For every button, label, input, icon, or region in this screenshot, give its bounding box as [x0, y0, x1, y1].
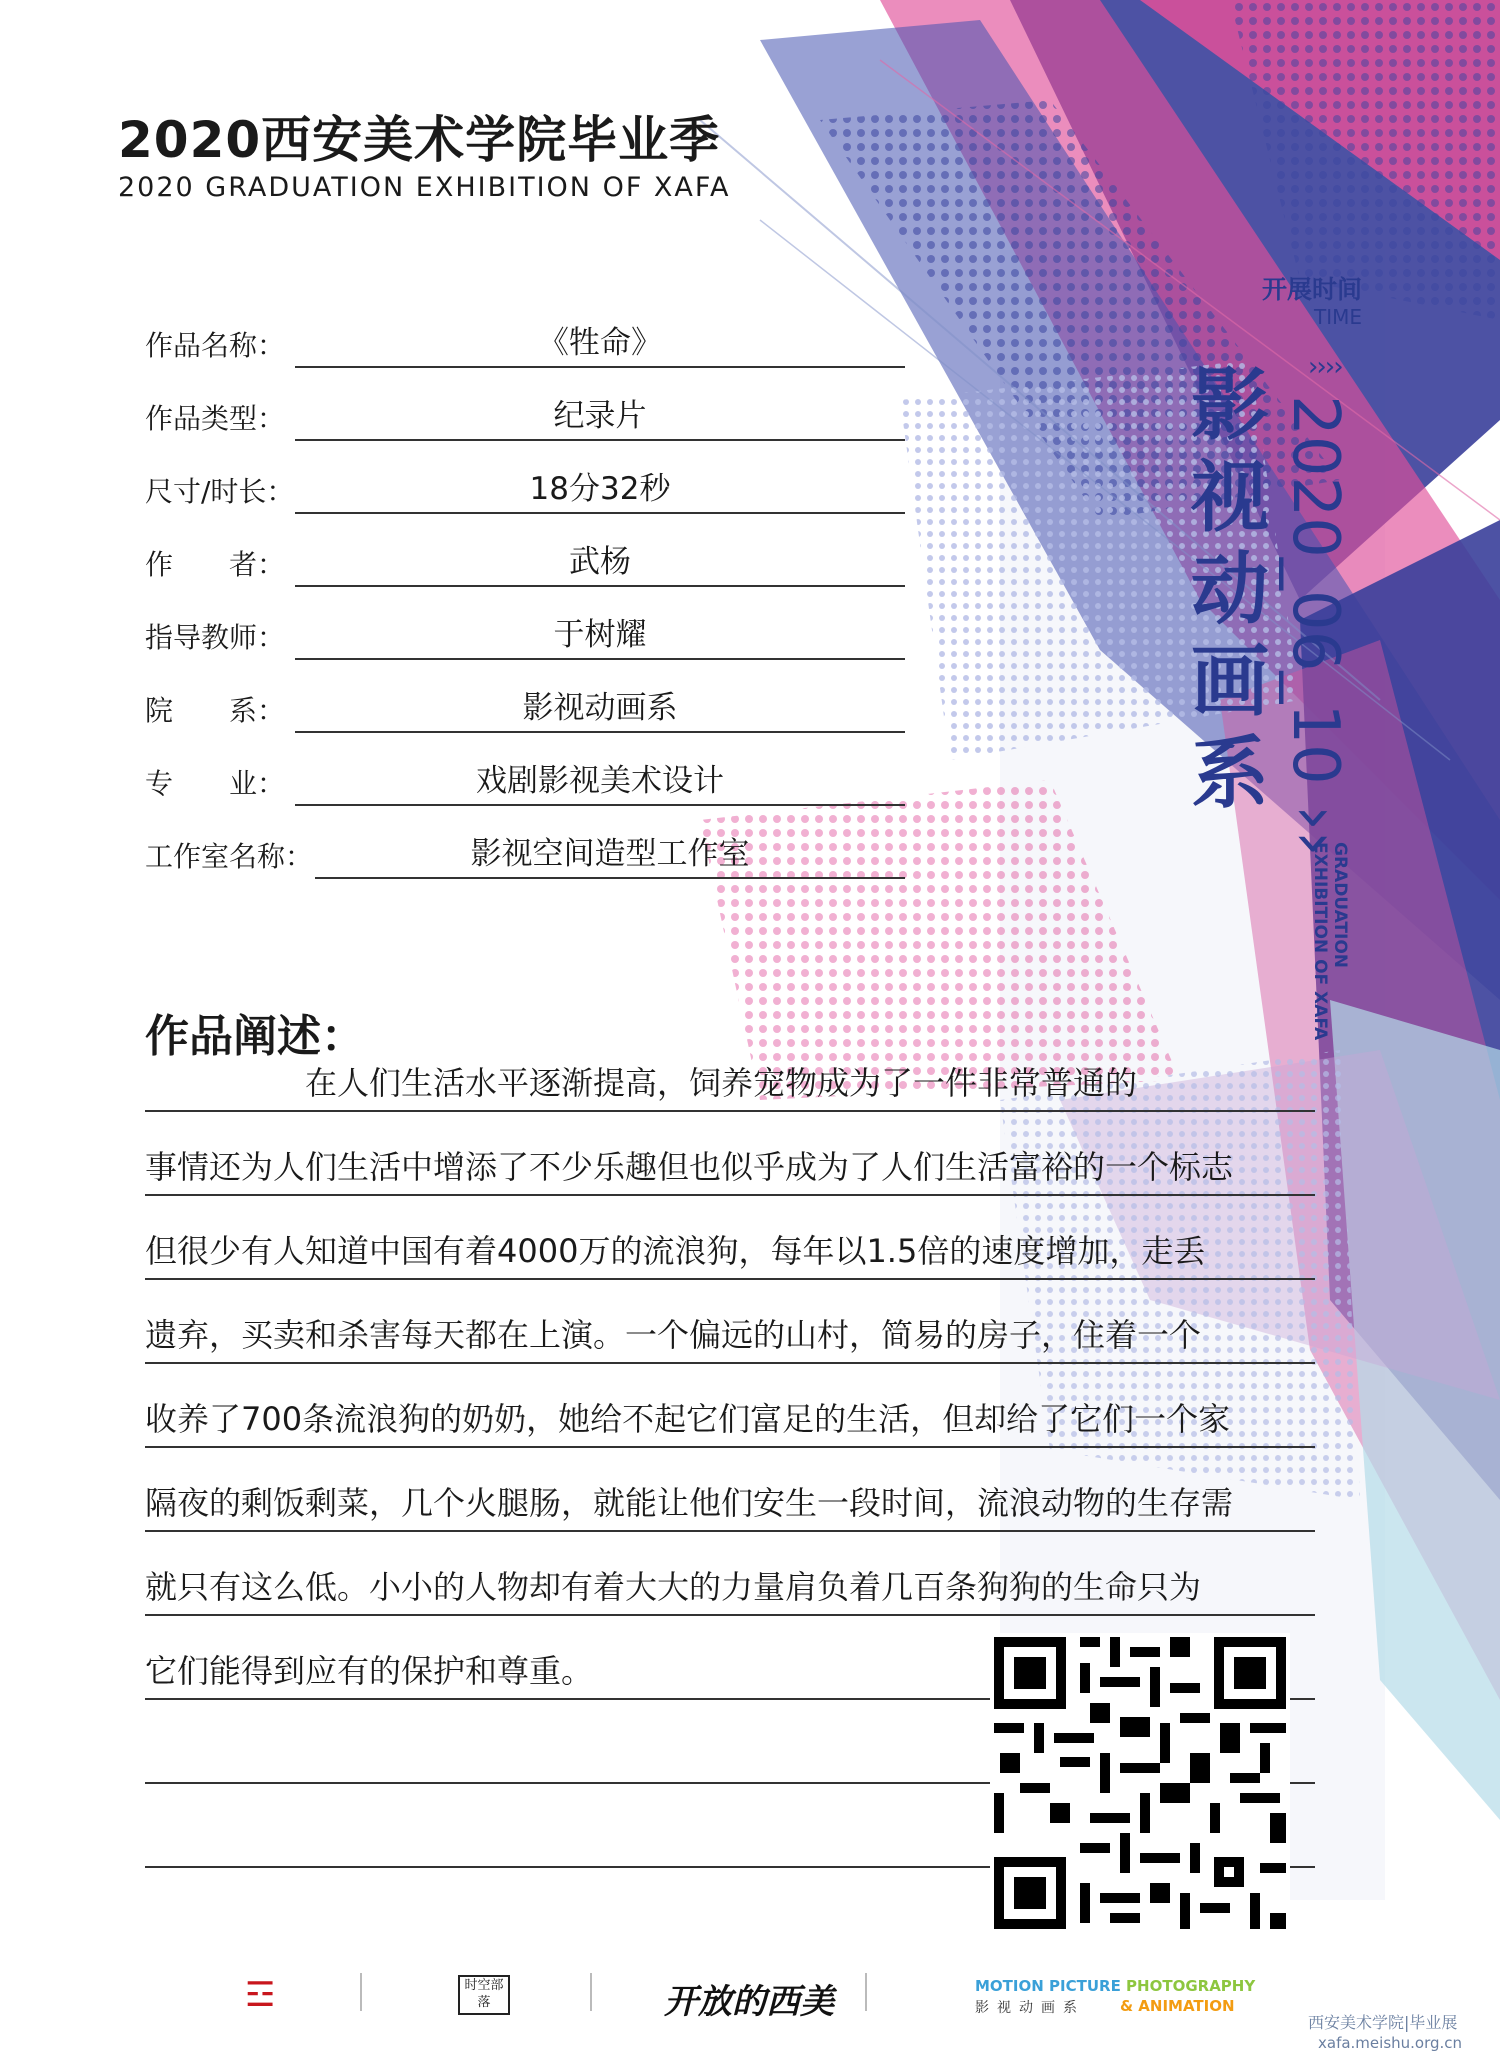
exhibition-time-label: 开展时间	[1261, 275, 1362, 304]
exhibition-en-line: EXHIBITION OF XAFA	[1310, 842, 1330, 1041]
description-line	[145, 1136, 1315, 1196]
description-line	[145, 1388, 1315, 1448]
field-value: 戏剧影视美术设计	[476, 763, 724, 799]
department-char: 系	[1190, 729, 1269, 819]
exhibition-en-line: GRADUATION	[1330, 842, 1350, 969]
field-value: 《牲命》	[538, 325, 662, 361]
footer-separator	[865, 1973, 867, 2011]
department-char: 视	[1190, 453, 1269, 543]
field-title	[145, 312, 905, 368]
field-advisor	[145, 604, 905, 660]
field-value: 于树耀	[553, 617, 647, 653]
field-duration	[145, 458, 905, 514]
exhibition-date-text: 2020_06_10 ››	[1278, 395, 1352, 857]
exhibition-en-vertical	[1310, 842, 1350, 1041]
watermark-text: 西安美术学院|毕业展	[1308, 2013, 1458, 2032]
footer-separator	[360, 1973, 362, 2011]
description-line	[145, 1472, 1315, 1532]
field-major	[145, 750, 905, 806]
field-label: 尺寸/时长：	[145, 475, 295, 508]
exhibition-date	[1278, 395, 1352, 857]
underline	[295, 658, 905, 660]
page-subtitle: 2020 GRADUATION EXHIBITION OF XAFA	[118, 172, 731, 203]
description-line	[145, 1556, 1315, 1616]
qr-code	[990, 1633, 1290, 1933]
description-text: 但很少有人知道中国有着4000万的流浪狗，每年以1.5倍的速度增加，走丢	[145, 1232, 1206, 1270]
underline	[295, 731, 905, 733]
studio-logo: 时空部落	[458, 1975, 510, 2015]
description-text: 就只有这么低。小小的人物却有着大大的力量肩负着几百条狗狗的生命只为	[145, 1568, 1202, 1606]
department-logo-cn: 影视动画系	[975, 2000, 1085, 2016]
department-logo-en-part2: PHOTOGRAPHY	[1126, 1977, 1256, 1995]
field-value: 影视动画系	[522, 690, 678, 726]
description-text: 事情还为人们生活中增添了不少乐趣但也似乎成为了人们生活富裕的一个标志	[145, 1148, 1234, 1186]
underline	[295, 512, 905, 514]
description-text: 在人们生活水平逐渐提高，饲养宠物成为了一件非常普通的	[145, 1064, 1138, 1102]
field-label: 院 系：	[145, 694, 286, 727]
school-logo-icon: ☲	[245, 1975, 276, 2015]
watermark-url: xafa.meishu.org.cn	[1318, 2034, 1463, 2052]
field-label: 作品类型：	[145, 402, 286, 435]
department-name-vertical	[1185, 360, 1275, 820]
field-type	[145, 385, 905, 441]
field-department	[145, 677, 905, 733]
field-value: 纪录片	[553, 398, 647, 434]
underline	[315, 877, 905, 879]
department-logo-en	[975, 1977, 1255, 1995]
field-author	[145, 531, 905, 587]
underline	[295, 585, 905, 587]
description-line	[145, 1052, 1315, 1112]
department-char: 动	[1190, 545, 1269, 635]
description-line	[145, 1220, 1315, 1280]
field-label: 工作室名称：	[145, 840, 314, 873]
description-heading: 作品阐述：	[145, 1011, 365, 1062]
field-label: 作 者：	[145, 548, 286, 581]
page-title: 2020西安美术学院毕业季	[118, 111, 721, 169]
description-text: 遗弃，买卖和杀害每天都在上演。一个偏远的山村，简易的房子，住着一个	[145, 1316, 1202, 1354]
description-text: 它们能得到应有的保护和尊重。	[145, 1652, 594, 1690]
department-logo-en-part1: MOTION PICTURE	[975, 1977, 1127, 1995]
field-studio	[145, 823, 905, 879]
underline	[295, 366, 905, 368]
underline	[295, 439, 905, 441]
description-line	[145, 1304, 1315, 1364]
chevron-right-icon: ››››	[1308, 352, 1342, 382]
exhibition-en-text	[1310, 842, 1350, 1040]
description-text: 收养了700条流浪狗的奶奶，她给不起它们富足的生活，但却给了它们一个家	[145, 1400, 1231, 1438]
field-value: 武杨	[569, 544, 631, 580]
field-label: 专 业：	[145, 767, 286, 800]
exhibition-time-label-en: TIME	[1313, 305, 1362, 329]
field-value: 影视空间造型工作室	[470, 836, 750, 872]
department-logo-en-animation: & ANIMATION	[1120, 1997, 1235, 2015]
description-text: 隔夜的剩饭剩菜，几个火腿肠，就能让他们安生一段时间，流浪动物的生存需	[145, 1484, 1234, 1522]
field-label: 作品名称：	[145, 329, 286, 362]
underline	[295, 804, 905, 806]
open-xafa-logo: 开放的西美	[664, 1982, 834, 2022]
department-char: 影	[1190, 361, 1269, 451]
department-char: 画	[1190, 637, 1269, 727]
footer-separator	[590, 1973, 592, 2011]
field-label: 指导教师：	[145, 621, 286, 654]
field-value: 18分32秒	[529, 471, 671, 507]
